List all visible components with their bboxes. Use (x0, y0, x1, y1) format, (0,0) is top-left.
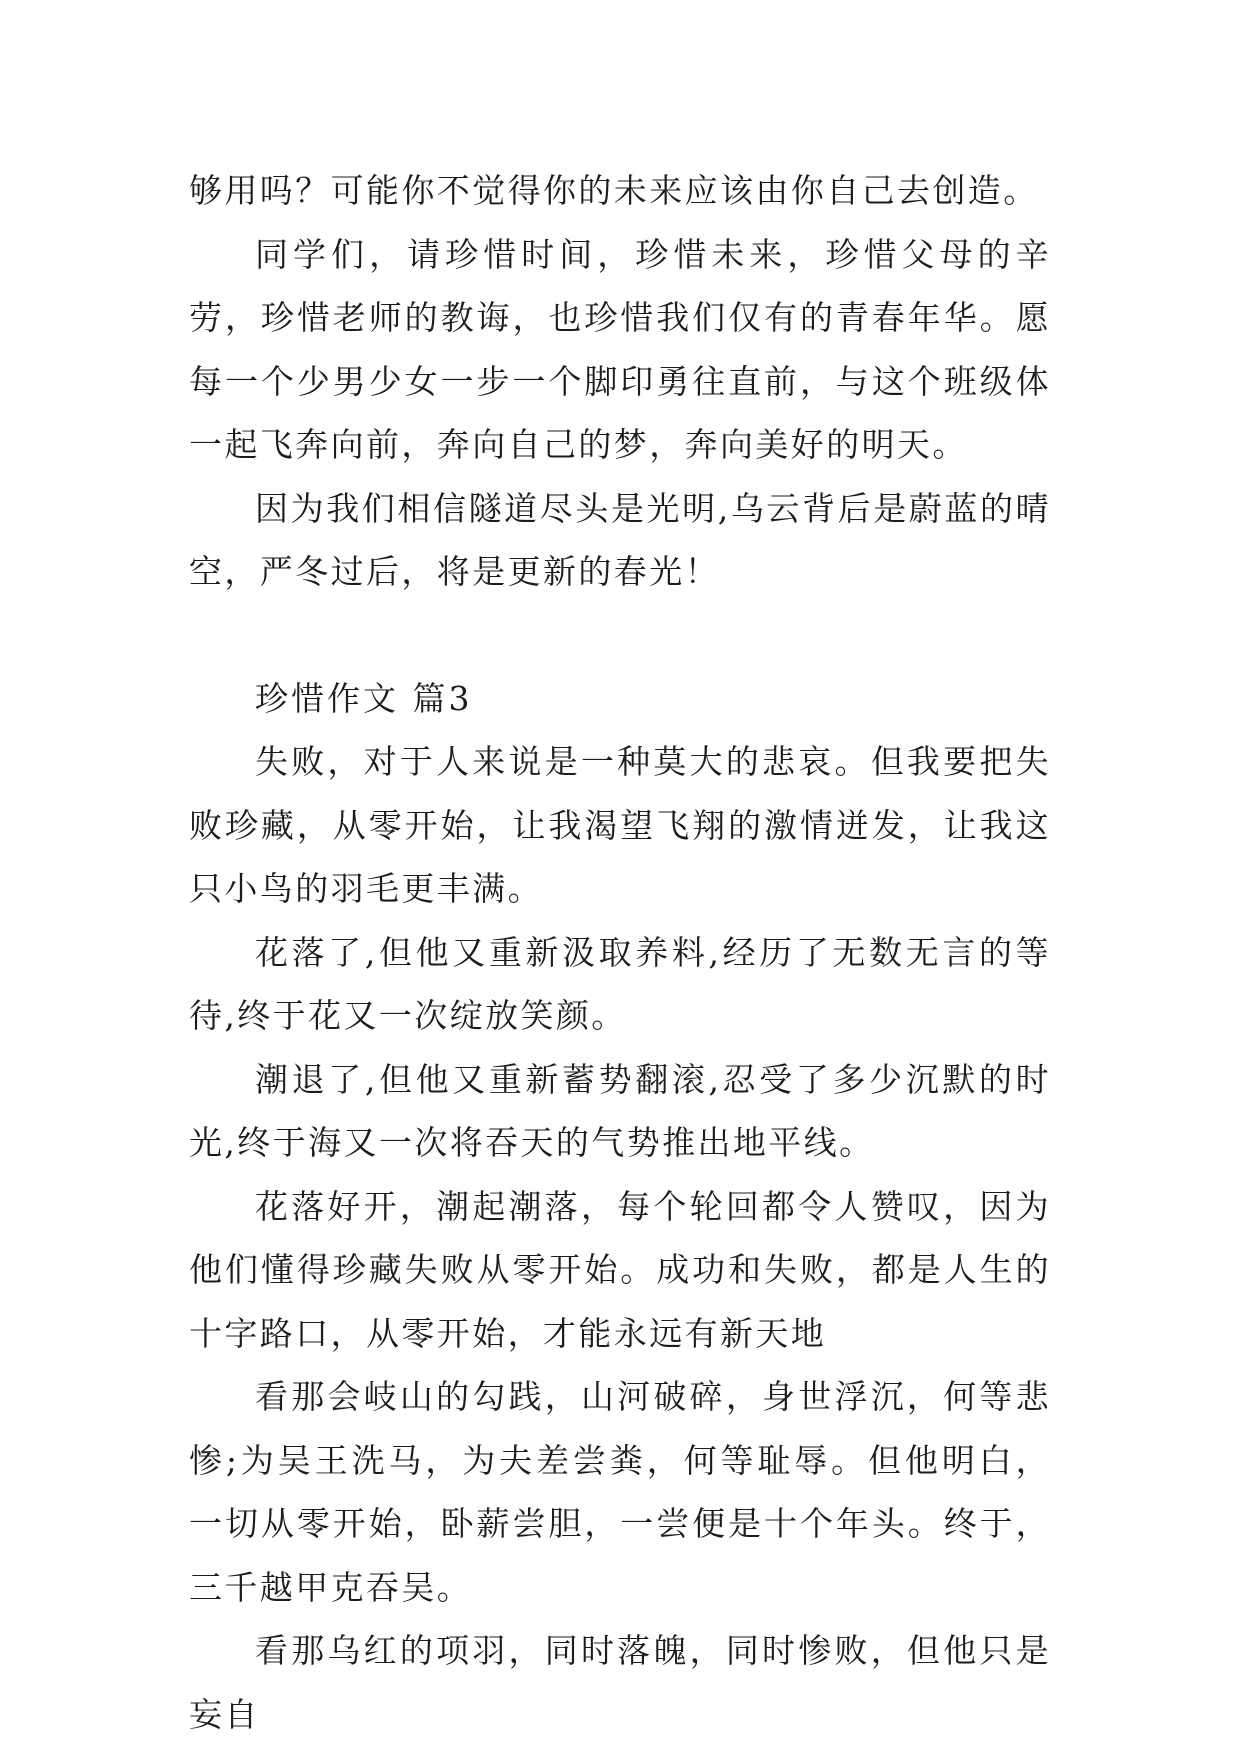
paragraph: 潮退了,但他又重新蓄势翻滚,忍受了多少沉默的时光,终于海又一次将吞天的气势推出地平线。 (189, 1059, 1051, 1162)
paragraph: 同学们，请珍惜时间，珍惜未来，珍惜父母的辛劳，珍惜老师的教诲，也珍惜我们仅有的青春年华。愿每一个少男少女一步一个脚印勇往直前，与这个班级体一起飞奔向前，奔向自己的梦，奔向美好的明天。 (189, 234, 1051, 464)
paragraph: 看那乌红的项羽，同时落魄，同时惨败，但他只是妄自 (189, 1631, 1051, 1734)
paragraph-continuation: 够用吗？可能你不觉得你的未来应该由你自己去创造。 (189, 171, 1039, 210)
document-page (189, 159, 1051, 1746)
section-title: 珍惜作文 篇3 (255, 678, 473, 718)
paragraph: 花落好开，潮起潮落，每个轮回都令人赞叹，因为他们懂得珍藏失败从零开始。成功和失败，都是人生的十字路口，从零开始，才能永远有新天地 (189, 1186, 1051, 1353)
paragraph: 花落了,但他又重新汲取养料,经历了无数无言的等待,终于花又一次绽放笑颜。 (189, 932, 1051, 1035)
paragraph: 失败，对于人来说是一种莫大的悲哀。但我要把失败珍藏，从零开始，让我渴望飞翔的激情迸发，让我这只小鸟的羽毛更丰满。 (189, 742, 1051, 908)
paragraph: 因为我们相信隧道尽头是光明,乌云背后是蔚蓝的晴空，严冬过后，将是更新的春光！ (189, 488, 1051, 591)
paragraph: 看那会岐山的勾践，山河破碎，身世浮沉，何等悲惨;为吴王洗马，为夫差尝粪，何等耻辱。但他明白，一切从零开始，卧薪尝胆，一尝便是十个年头。终于，三千越甲克吞吴。 (189, 1377, 1051, 1607)
